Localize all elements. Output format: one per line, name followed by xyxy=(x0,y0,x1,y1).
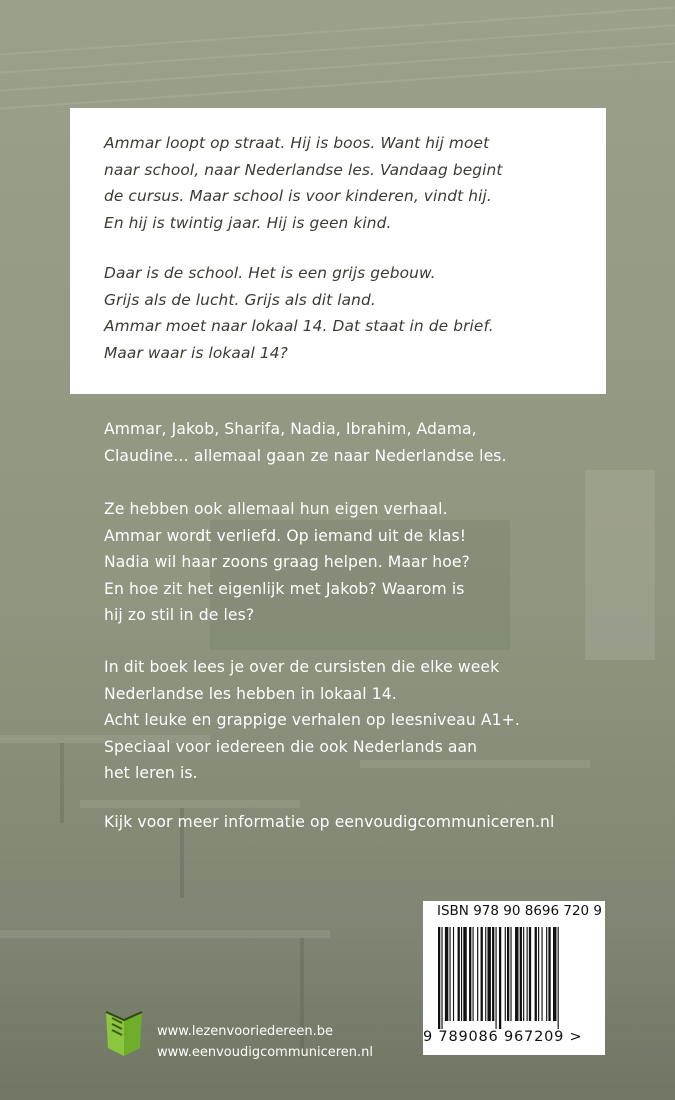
barcode-bar xyxy=(438,927,440,1029)
barcode-bar xyxy=(496,927,497,1029)
barcode-bar xyxy=(485,927,486,1021)
blurb-line: Ammar wordt verliefd. Op iemand uit de klas! xyxy=(104,526,467,545)
classroom-desk xyxy=(0,930,330,938)
desk-leg xyxy=(60,743,64,823)
barcode-bar xyxy=(450,927,451,1021)
barcode-bar xyxy=(523,927,524,1021)
blurb-line: hij zo stil in de les? xyxy=(104,606,255,624)
barcode-bar xyxy=(458,927,460,1021)
barcode-bar xyxy=(529,927,531,1021)
blurb-paragraph xyxy=(104,496,470,629)
excerpt-line: de cursus. Maar school is voor kinderen, vindt hij. xyxy=(104,187,492,205)
barcode-bar xyxy=(515,927,518,1021)
blurb-paragraph xyxy=(104,416,507,469)
barcode-bar xyxy=(477,927,478,1021)
barcode-bar xyxy=(507,927,509,1021)
excerpt-line: naar school, naar Nederlandse les. Vandaag begint xyxy=(104,160,503,179)
blurb-line: Nederlandse les hebben in lokaal 14. xyxy=(104,684,397,703)
barcode-bar xyxy=(505,927,506,1021)
barcode-bar xyxy=(445,927,448,1021)
barcode-bar xyxy=(546,927,547,1021)
blurb-line: Nadia wil haar zoons graag helpen. Maar hoe? xyxy=(104,553,470,571)
barcode-bar xyxy=(527,927,528,1021)
barcode-bar xyxy=(542,927,543,1021)
isbn-barcode xyxy=(423,901,605,1055)
blurb-line: het leren is. xyxy=(104,764,198,782)
excerpt-line: Grijs als de lucht. Grijs als dit land. xyxy=(104,290,376,309)
blurb-paragraph xyxy=(104,654,520,787)
website-link[interactable]: www.lezenvooriedereen.be xyxy=(157,1024,333,1039)
barcode-bar xyxy=(463,927,466,1021)
barcode-bar xyxy=(553,927,556,1021)
excerpt-line: Ammar loopt op straat. Hij is boos. Want hij moet xyxy=(104,134,490,152)
barcode-bar xyxy=(481,927,483,1021)
open-book-logo-icon xyxy=(104,1008,144,1058)
barcode-bar xyxy=(461,927,462,1021)
blurb-line: Claudine… allemaal gaan ze naar Nederlandse les. xyxy=(104,446,507,465)
excerpt-line: En hij is twintig jaar. Hij is geen kind. xyxy=(104,213,392,232)
barcode-bar xyxy=(510,927,511,1021)
barcode-bar xyxy=(473,927,474,1021)
excerpt-line: Maar waar is lokaal 14? xyxy=(104,343,288,362)
barcode-bar xyxy=(441,927,442,1029)
blurb-line: Acht leuke en grappige verhalen op leesniveau A1+. xyxy=(104,711,520,729)
barcode-bar xyxy=(487,927,490,1021)
classroom-desk xyxy=(80,800,300,808)
more-info-line: Kijk voor meer informatie op eenvoudigcommuniceren.nl xyxy=(104,813,555,831)
website-link[interactable]: www.eenvoudigcommuniceren.nl xyxy=(157,1045,374,1060)
barcode-bar xyxy=(558,927,559,1029)
blurb-line: Ammar, Jakob, Sharifa, Nadia, Ibrahim, Adama, xyxy=(104,420,477,438)
blurb-line: Speciaal voor iedereen die ook Nederlands aan xyxy=(104,737,478,756)
barcode-bar xyxy=(535,927,537,1021)
excerpt-line: Daar is de school. Het is een grijs gebouw. xyxy=(104,264,436,282)
excerpt-panel xyxy=(70,108,606,394)
barcode-bar xyxy=(492,927,494,1021)
barcode-bar xyxy=(453,927,454,1021)
blurb-line: Ze hebben ook allemaal hun eigen verhaal. xyxy=(104,500,448,518)
classroom-window xyxy=(585,470,655,660)
blurb-line: En hoe zit het eigenlijk met Jakob? Waarom is xyxy=(104,579,465,598)
isbn-digits: 9 789086 967209 > xyxy=(423,1029,583,1045)
barcode-bar xyxy=(499,927,501,1029)
barcode-bar xyxy=(538,927,539,1021)
excerpt-paragraph xyxy=(104,130,503,236)
isbn-label: ISBN 978 90 8696 720 9 xyxy=(437,903,603,919)
more-info-text xyxy=(104,809,554,836)
excerpt-line: Ammar moet naar lokaal 14. Dat staat in de brief. xyxy=(104,317,494,335)
barcode-bar xyxy=(520,927,522,1021)
barcode-bars xyxy=(437,927,591,1029)
excerpt-paragraph xyxy=(104,260,494,366)
blurb-line: In dit boek lees je over de cursisten die elke week xyxy=(104,658,500,676)
publisher-links xyxy=(157,1021,373,1063)
barcode-bar xyxy=(548,927,550,1021)
barcode-bar xyxy=(469,927,471,1021)
